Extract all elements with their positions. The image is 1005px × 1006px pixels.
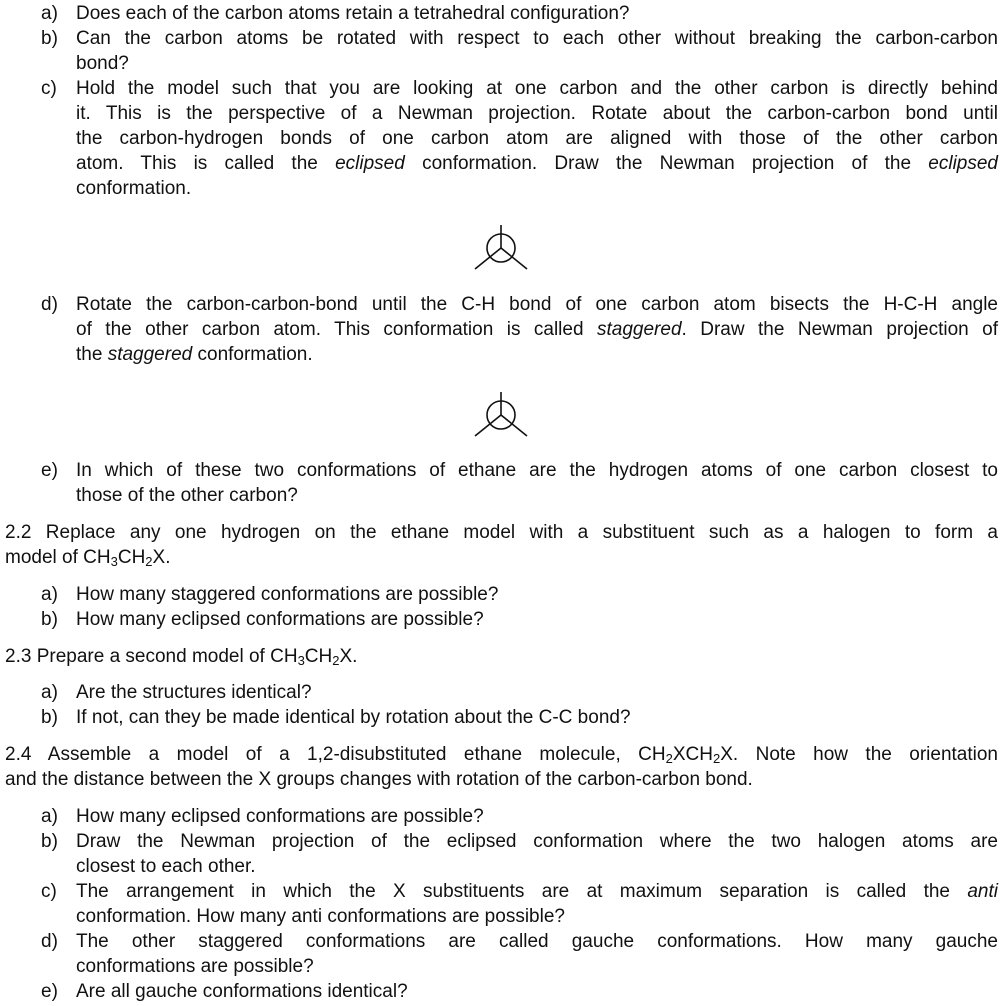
item-d-line3: the staggered conformation. (76, 344, 313, 365)
item-c-line5: conformation. (76, 178, 192, 199)
item-2-4-c-line2: conformation. How many anti conformations are possible? (76, 906, 565, 927)
item-2-4-d-line2: conformations are possible? (76, 956, 314, 977)
section-2-2-line2: model of $CH_3CH_2X$. (5, 547, 171, 569)
item-2-3-b-label: b) (41, 707, 58, 728)
section-2-2-line1: 2.2 Replace any one hydrogen on the ethane model with a substituent such as a halogen to form a (5, 522, 998, 543)
item-2-4-e-label: e) (41, 981, 58, 1002)
item-2-4-b-line2: closest to each other. (76, 856, 256, 877)
item-c-line1: Hold the model such that you are looking at one carbon and the other carbon is directly behind (76, 78, 998, 99)
item-d-line2: of the other carbon atom. This conformation is called staggered. Draw the Newman projection of (76, 319, 998, 340)
item-c-line4: atom. This is called the eclipsed conformation. Draw the Newman projection of the eclipsed (76, 153, 998, 174)
item-c-line3: the carbon-hydrogen bonds of one carbon atom are aligned with those of the other carbon (76, 128, 998, 149)
section-2-3-line: 2.3 Prepare a second model of $CH_3CH_2X$. (5, 646, 358, 668)
item-2-3-b-text: If not, can they be made identical by rotation about the C-C bond? (76, 707, 631, 728)
item-c-line2: it. This is the perspective of a Newman projection. Rotate about the carbon-carbon bond until (76, 103, 998, 124)
item-e-label: e) (41, 460, 58, 481)
item-2-4-d-label: d) (41, 931, 58, 952)
item-d-line1: Rotate the carbon-carbon-bond until the C-H bond of one carbon atom bisects the H-C-H angle (76, 294, 998, 315)
item-2-4-c-line1: The arrangement in which the X substituents are at maximum separation is called the anti (76, 881, 998, 902)
item-e-line2: those of the other carbon? (76, 485, 298, 506)
item-c-label: c) (41, 78, 57, 99)
item-2-4-c-label: c) (41, 881, 57, 902)
item-a-text: Does each of the carbon atoms retain a tetrahedral configuration? (76, 3, 630, 24)
item-2-4-a-text: How many eclipsed conformations are possible? (76, 806, 484, 827)
item-2-2-a-label: a) (41, 584, 58, 605)
item-2-4-e-text: Are all gauche conformations identical? (76, 981, 408, 1002)
item-e-line1: In which of these two conformations of ethane are the hydrogen atoms of one carbon closest to (76, 460, 998, 481)
item-b-line1: Can the carbon atoms be rotated with respect to each other without breaking the carbon-carbon (76, 28, 998, 49)
item-2-2-b-label: b) (41, 609, 58, 630)
item-d-label: d) (41, 294, 58, 315)
item-2-4-a-label: a) (41, 806, 58, 827)
section-2-4-line1: 2.4 Assemble a model of a 1,2-disubstituted ethane molecule, $CH_2XCH_2X$. Note how the orientation (5, 744, 998, 766)
item-2-3-a-text: Are the structures identical? (76, 682, 312, 703)
newman-projection-icon (470, 222, 532, 274)
section-2-4-line2: and the distance between the X groups changes with rotation of the carbon-carbon bond. (5, 769, 753, 790)
item-b-label: b) (41, 28, 58, 49)
item-2-4-d-line1: The other staggered conformations are called gauche conformations. How many gauche (76, 931, 998, 952)
newman-projection-icon (470, 389, 532, 441)
item-2-4-b-label: b) (41, 831, 58, 852)
item-a-label: a) (41, 3, 58, 24)
item-b-line2: bond? (76, 53, 129, 74)
item-2-3-a-label: a) (41, 682, 58, 703)
item-2-4-b-line1: Draw the Newman projection of the eclipsed conformation where the two halogen atoms are (76, 831, 998, 852)
item-2-2-a-text: How many staggered conformations are possible? (76, 584, 499, 605)
item-2-2-b-text: How many eclipsed conformations are possible? (76, 609, 484, 630)
